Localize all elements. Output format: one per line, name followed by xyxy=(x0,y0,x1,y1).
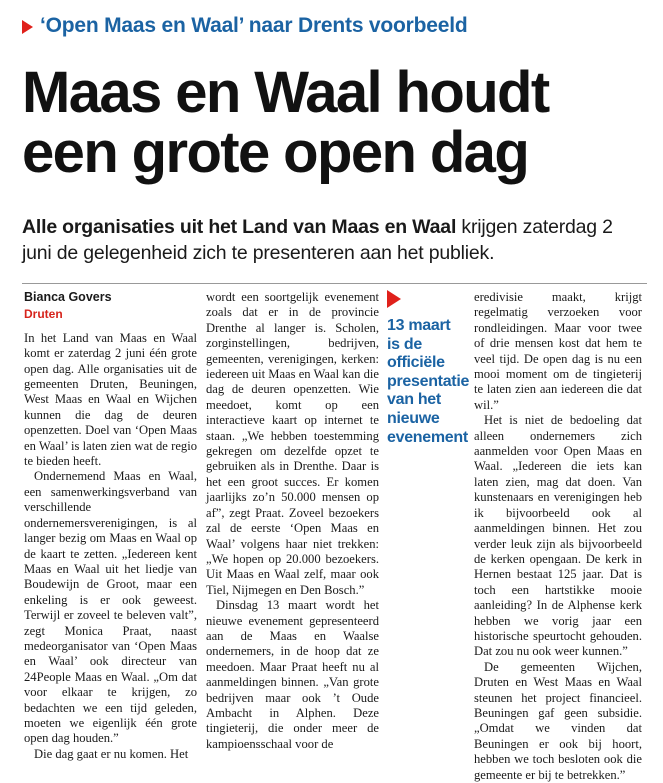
paragraph: wordt een soortgelijk evenement zoals dat er in de provincie Drenthe al langer is. Scholen, zorginstellingen, bedrijven, gemeenten, verenigingen, kerken: iedereen uit Maas en Waal kan die dag de deuren openzetten. Wie meedoet, komt op een interactieve kaart op internet te staan. „We hebben toestemming gekregen om dezelfde opzet te gebruiken als in Drenthe. Daar is het een groot succes. Er komen jaarlijks zo’n 50.000 mensen op af”, zegt Praat. Zoveel bezoekers zal de eerste ‘Open Maas en Waal’ volgens haar niet trekken: „We hopen op 20.000 bezoekers. Uit Maas en Waal zelf, maar ook Tiel, Nijmegen en Den Bosch.” xyxy=(206,290,379,597)
divider xyxy=(22,283,647,284)
headline-line-2: een grote open dag xyxy=(22,120,529,185)
paragraph: Die dag gaat er nu komen. Het xyxy=(34,746,189,761)
intro-bold: Alle organisaties uit het Land van Maas en Waal xyxy=(22,216,457,238)
pullquote xyxy=(387,290,470,447)
paragraph: Dinsdag 13 maart wordt het nieuwe evenement gepresenteerd aan de Maas en Waalse ondernemers, in de hoop dat ze meedoen. Maar Praat heeft nu al aanmeldingen binnen. „Van grote bedrijven maar ook ’t Oude Ambacht in Alphen. Deze tingieterij, die onder meer de kampioensschaal voor de xyxy=(206,598,379,751)
intro-rest: krijgen zaterdag 2 juni de gelegenheid zich te presenteren aan het publiek. xyxy=(22,216,613,264)
article-column-1 xyxy=(24,290,197,762)
kicker-arrow-icon xyxy=(22,20,33,34)
headline xyxy=(22,60,652,185)
paragraph: Ondernemend Maas en Waal, een samenwerkingsverband van verschillende ondernemersverenigingen, is al langer bezig om Maas en Waal op de kaart te zetten. „Iedereen kent Maas en Waal uit het liedje van Boudewijn de Groot, maar een enkeling is er ook geweest. Terwijl er zoveel te beleven valt”, zegt Monica Praat, naast medeorganisator van ‘Open Maas en Waal’ ook directeur van 24People Maas en Waal. „Om dat voor elkaar te krijgen, zo bedachten we een tijd geleden, moeten we eigenlijk één grote open dag houden.” xyxy=(24,469,197,746)
byline-place: Druten xyxy=(24,307,63,322)
pullquote-text: 13 maart is de officiële presentatie van het nieuwe evenement xyxy=(387,317,470,446)
paragraph: In het Land van Maas en Waal komt er zaterdag 2 juni één grote open dag. Alle organisaties uit de gemeenten Druten, Beuningen, West Maas en Waal en Wijchen kunnen die dag de deuren openzetten. Doel van ‘Open Maas en Waal’ is laten zien wat de regio te bieden heeft. xyxy=(24,330,197,469)
headline-line-1: Maas en Waal houdt xyxy=(22,60,549,125)
kicker xyxy=(22,14,468,38)
article-column-2 xyxy=(206,290,379,752)
byline-author: Bianca Govers xyxy=(24,290,112,304)
article-column-3 xyxy=(474,290,642,783)
kicker-text: ‘Open Maas en Waal’ naar Drents voorbeeld xyxy=(40,14,468,37)
intro-paragraph xyxy=(22,214,647,266)
paragraph: Het is niet de bedoeling dat alleen ondernemers zich aanmelden voor Open Maas en Waal. „Iedereen die iets kan laten zien, mag dat doen. Van kunstenaars en verenigingen heb ik bijvoorbeeld ook al aanmeldingen binnen. Het zou verder leuk zijn als bijvoorbeeld de kerken opengaan. De kerk in Hernen bestaat 125 jaar. Dat is toch een hartstikke mooie aanleiding? In de Alphense kerk hebben we vorig jaar een historische speurtocht gehouden. Dat zou nu ook weer kunnen.” xyxy=(474,413,642,659)
paragraph: De gemeenten Wijchen, Druten en West Maas en Waal steunen het project financieel. Beuningen gaf geen subsidie. „Omdat we vinden dat Beuningen er ook bij hoort, hebben we toch besloten ook die gemeente er bij te betrekken.” xyxy=(474,659,642,782)
pullquote-arrow-icon xyxy=(387,290,401,308)
paragraph: eredivisie maakt, krijgt regelmatig verzoeken voor rondleidingen. Maar voor twee of drie mensen kost dat hem te veel tijd. De open dag is nu een mooi moment om de tingieterij te laten zien aan iedereen die dat wil.” xyxy=(474,290,642,412)
